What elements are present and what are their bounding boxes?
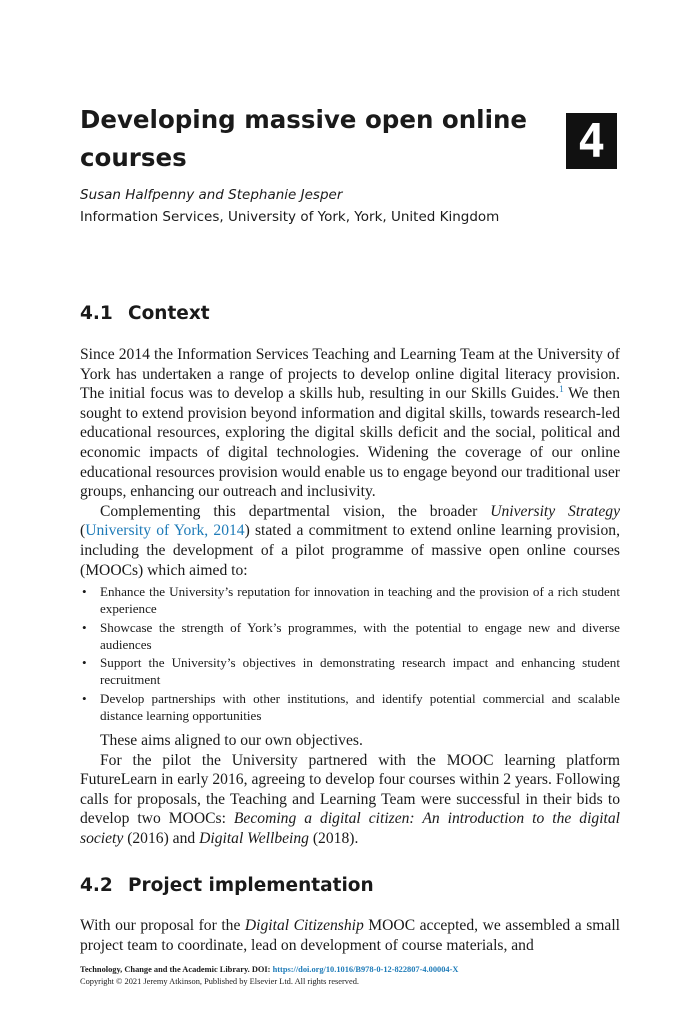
section-implementation-body [80,916,620,955]
paragraph-text: MOOC accepted, we assembled a small project team to coordinate, lead on development of course materials, and [80,917,620,954]
paragraph-text: Complementing this departmental vision, the broader [100,502,491,520]
bullet-mark: • [82,619,87,635]
list-item [80,583,620,617]
bullet-mark: • [82,584,87,599]
section-heading-project-implementation [80,875,374,896]
list-item [80,690,620,724]
section-number: 4.1 [80,303,113,324]
list-item-text: Support the University’s objectives in demonstrating research impact and enhancing student recruitment [100,655,620,687]
paragraph-text: (2016) and [123,829,200,847]
paragraph [80,502,620,580]
paragraph-text: (2018). [308,829,359,847]
section-context-body [80,345,620,580]
list-item-text: Enhance the University’s reputation for innovation in teaching and the provision of a rich student experience [100,584,620,616]
section-title: Context [128,303,210,324]
section-context-body-continued [80,731,620,849]
footer-citation-line [80,964,620,976]
list-item-text: Showcase the strength of York’s programmes, with the potential to engage new and diverse audiences [100,619,620,652]
section-title: Project implementation [128,875,374,896]
author-affiliation: Information Services, University of York, York, United Kingdom [80,209,500,225]
punctuation: ( [80,522,86,540]
aims-bullet-list [80,583,620,725]
citation-link[interactable]: University of York, 2014 [85,522,245,540]
section-heading-context [80,303,210,324]
list-item [80,619,620,653]
emphasis-text: Digital Citizenship [244,917,364,934]
paragraph [80,345,620,502]
paragraph-text: For the pilot the University partnered with the MOOC learning platform FutureLearn in early 2016, agreeing to develop four courses within 2 years. Following calls for proposals, the Teaching and Learning Team were successful in their bids to develop two MOOCs: [80,751,620,828]
emphasis-text: University Strategy [490,502,620,520]
list-item [80,654,620,688]
footnote-ref[interactable]: 1 [559,384,564,395]
chapter-title: Developing massive open online courses [80,105,528,172]
paragraph: These aims aligned to our own objectives. [100,732,363,749]
paragraph-text: With our proposal for the [80,917,245,934]
chapter-authors: Susan Halfpenny and Stephanie Jesper [80,187,343,203]
chapter-number-badge: 4 [566,113,617,169]
section-number: 4.2 [80,875,113,896]
bullet-mark: • [82,655,87,670]
course-title: Digital Wellbeing [199,829,309,847]
course-title: Becoming a digital citizen: An introduction to the digital society [80,810,621,847]
copyright-notice: Copyright © 2021 Jeremy Atkinson, Published by Elsevier Ltd. All rights reserved. [80,977,359,986]
list-item-text: Develop partnerships with other institutions, and identify potential commercial and scalable distance learning opportunities [100,690,620,723]
paragraph-text: ) stated a commitment to extend online learning provision, including the development of a pilot programme of massive open online courses (MOOCs) which aimed to: [80,522,620,579]
book-title: Technology, Change and the Academic Library. [80,965,250,974]
paragraph [80,751,620,849]
paragraph-text: We then sought to extend provision beyond information and digital skills, towards research-led educational resources, exploring the digital skills deficit and the social, political and economic impacts of digital technologies. Widening the coverage of our online educational resources provision would enable us to engage beyond our traditional user groups, enhancing our outreach and inclusivity. [80,385,620,501]
paragraph-text: Since 2014 the Information Services Teaching and Learning Team at the University of York has undertaken a range of projects to develop online digital literacy provision. The initial focus was to develop a skills hub, resulting in our Skills Guides. [80,346,620,403]
doi-link[interactable]: https://doi.org/10.1016/B978-0-12-822807-4.00004-X [272,965,459,974]
paragraph [80,916,620,955]
doi-label: DOI: [249,965,273,974]
page-footer [80,964,620,988]
bullet-mark: • [82,690,87,706]
